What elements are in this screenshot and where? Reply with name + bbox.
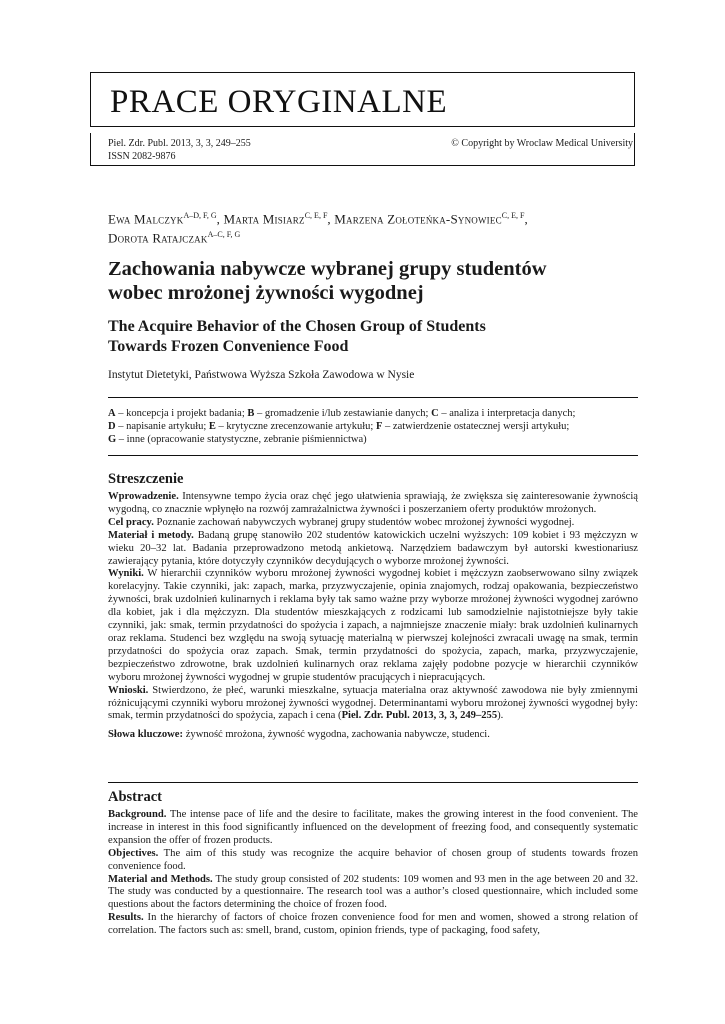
abstract-paragraph — [108, 848, 638, 874]
abstract-paragraph — [108, 809, 638, 848]
keywords-paragraph — [108, 729, 638, 742]
journal-issn: ISSN 2082-9876 — [108, 151, 176, 162]
title-pl-line: Zachowania nabywcze wybranej grupy studentów — [108, 258, 547, 280]
abstract-paragraph — [108, 912, 638, 938]
contrib-text: – inne (opracowanie statystyczne, zebranie piśmiennictwa) — [116, 434, 367, 445]
contrib-text: – koncepcja i projekt badania; — [115, 408, 248, 419]
author-contribution-codes: A–D, F, G — [183, 211, 217, 220]
paragraph-label: Materiał i metody. — [108, 529, 194, 541]
paragraph-text: Badaną grupę stanowiło 202 studentów katowickich uczelni wyższych: 109 kobiet i 93 mężczyzn w wieku 20–32 lat. Badania przeprowadzono metodą ankietową. Narzędziem badawczym był autorski kwestionariusz zawierający pytania, które dotyczyły czynników decydujących o wyborze mrożonej żywności. — [108, 529, 638, 567]
contrib-code: F — [375, 421, 383, 432]
abstract-paragraph — [108, 874, 638, 913]
author-name: Ewa Malczyk — [108, 211, 184, 227]
contrib-code: A — [108, 408, 116, 419]
section-title: PRACE ORYGINALNE — [110, 84, 448, 120]
abstract-heading: Abstract — [108, 789, 162, 805]
copyright-notice: © Copyright by Wroclaw Medical University — [451, 138, 633, 149]
paragraph-text: ). — [497, 710, 504, 722]
contrib-text: – gromadzenie i/lub zestawianie danych; — [254, 408, 432, 419]
title-en-line: Towards Frozen Convenience Food — [108, 338, 349, 355]
contrib-text: – analiza i interpretacja danych; — [438, 408, 576, 419]
keywords-label: Słowa kluczowe: — [108, 729, 184, 741]
author-name: Marzena Zołoteńka-Synowiec — [334, 211, 502, 227]
abstract-paragraph — [108, 568, 638, 684]
contrib-code: G — [108, 434, 117, 445]
contrib-code: B — [247, 408, 255, 419]
title-en-line: The Acquire Behavior of the Chosen Group of Students — [108, 318, 486, 335]
journal-citation: Piel. Zdr. Publ. 2013, 3, 3, 249–255 — [108, 138, 251, 149]
article-title-polish — [108, 257, 638, 305]
author-name: Dorota Ratajczak — [108, 230, 208, 246]
paragraph-text: W hierarchii czynników wyboru mrożonej żywności wygodnej kobiet i mężczyzn zaobserwowano silny związek korelacyjny. Takie czynniki, jak: zapach, marka, przyzwyczajenie, opinia znajomych, rodzaj opakowania, bezpieczeństwo żywności, brak uzdolnień kulinarnych i reklama były tak samo ważne przy wyborze mrożonej żywności wygodnej zarówno dla kobiet, jak i dla mężczyzn. Dla studentów mieszkających z rodzicami lub samodzielnie najistotniejsze były takie czynniki, jak: smak, termin przydatności do spożycia i zapach, a najmniejsze znaczenie miały: brak uzdolnień kulinarnych oraz reklama. Studenci bez względu na swoją sytuację materialną w pierwszej kolejności zwracali uwagę na smak, termin przydatności do spożycia oraz zapach. Smak, termin przydatności do spożycia, zapach, marka, przyzwyczajenie, bezpieczeństwo zdrowotne, brak uzdolnień kulinarnych oraz reklama zajęły podobne pozycje w hierarchii czynników wyboru mrożonej żywności wygodnej w grupie studentów pracujących i niepracujących. — [108, 568, 638, 683]
paragraph-label: Background. — [108, 809, 167, 820]
paragraph-label: Wyniki. — [108, 568, 144, 580]
paragraph-label: Material and Methods. — [108, 873, 213, 885]
paragraph-label: Wnioski. — [108, 684, 149, 696]
divider — [108, 455, 638, 456]
citation-reference: Piel. Zdr. Publ. 2013, 3, 3, 249–255 — [341, 710, 498, 722]
paragraph-text: In the hierarchy of factors of choice frozen convenience food for men and women, showed a strong relation of correlation. The factors such as: smell, brand, custom, opinion friends, type of packaging, food safety, — [108, 912, 638, 937]
author-contribution-codes: A–C, F, G — [207, 230, 241, 240]
paragraph-label: Cel pracy. — [108, 516, 154, 528]
article-title-english — [108, 317, 638, 357]
streszczenie-heading: Streszczenie — [108, 471, 184, 487]
paragraph-text: Stwierdzono, że płeć, warunki mieszkalne, sytuacja materialna oraz aktywność zawodowa nie były zmiennymi różnicującymi czynniki wyboru mrożonej żywności wygodnej. Determinantami wyboru mrożonej żywności wygodnej były: smak, termin przydatności do spożycia, zapach i cena ( — [108, 684, 638, 722]
author-contribution-codes: C, E, F — [501, 211, 525, 220]
divider — [108, 397, 638, 398]
contrib-code: D — [108, 421, 116, 432]
author-contribution-codes: C, E, F — [304, 211, 328, 220]
author-name: Marta Misiarz — [223, 211, 305, 227]
contrib-text: – krytyczne zrecenzowanie artykułu; — [215, 421, 376, 432]
paragraph-label: Objectives. — [108, 847, 159, 859]
title-pl-line: wobec mrożonej żywności wygodnej — [108, 282, 424, 304]
paragraph-text: The aim of this study was recognize the acquire behavior of chosen group of students towards frozen convenience food. — [108, 847, 638, 872]
paragraph-text: The study group consisted of 202 students: 109 women and 93 men in the age between 20 and 32. The study was conducted by a questionnaire. The research tool was a author’s closed questionnaire, which included some questions about the factors determining the choice of frozen food. — [108, 873, 638, 911]
paragraph-label: Wprowadzenie. — [108, 491, 179, 502]
abstract-paragraph — [108, 491, 638, 517]
abstract-body — [108, 809, 638, 938]
abstract-paragraph — [108, 517, 638, 530]
contribution-legend — [108, 407, 648, 446]
paragraph-label: Results. — [108, 912, 144, 924]
contrib-code: C — [431, 408, 439, 419]
paragraph-text: The intense pace of life and the desire to facilitate, makes the growing interest in the food convenient. The increase in interest in this food significantly influenced on the development of freezing food, and consequently systematic expansion the offer of frozen products. — [108, 809, 638, 846]
contrib-text: – napisanie artykułu; — [115, 421, 209, 432]
divider — [108, 782, 638, 783]
keywords-text: żywność mrożona, żywność wygodna, zachowania nabywcze, studenci. — [183, 729, 490, 741]
affiliation: Instytut Dietetyki, Państwowa Wyższa Szkoła Zawodowa w Nysie — [108, 369, 415, 381]
paragraph-text: Intensywne tempo życia oraz chęć jego ułatwienia sprawiają, że zwiększa się zainteresowanie żywnością wygodną, co znacznie wpłynęło na rozwój zamrażalnictwa żywności i poszerzaniem oferty produktów mrożonych. — [108, 491, 638, 515]
contrib-text: – zatwierdzenie ostatecznej wersji artykułu; — [382, 421, 570, 432]
streszczenie-body — [108, 491, 638, 742]
abstract-paragraph — [108, 530, 638, 569]
abstract-paragraph — [108, 685, 638, 724]
paragraph-text: Poznanie zachowań nabywczych wybranej grupy studentów wobec mrożonej żywności wygodnej. — [153, 516, 575, 528]
contrib-code: E — [208, 421, 216, 432]
author-list: Ewa Malczyk$^{A-D, F, G}$, Marta Misiarz$^{C, E, F}$, Marzena Zołoteńka-Synowiec$^{C, E, F}$, Dorota Ratajczak$^{A-C, F, G}$ — [108, 211, 528, 246]
